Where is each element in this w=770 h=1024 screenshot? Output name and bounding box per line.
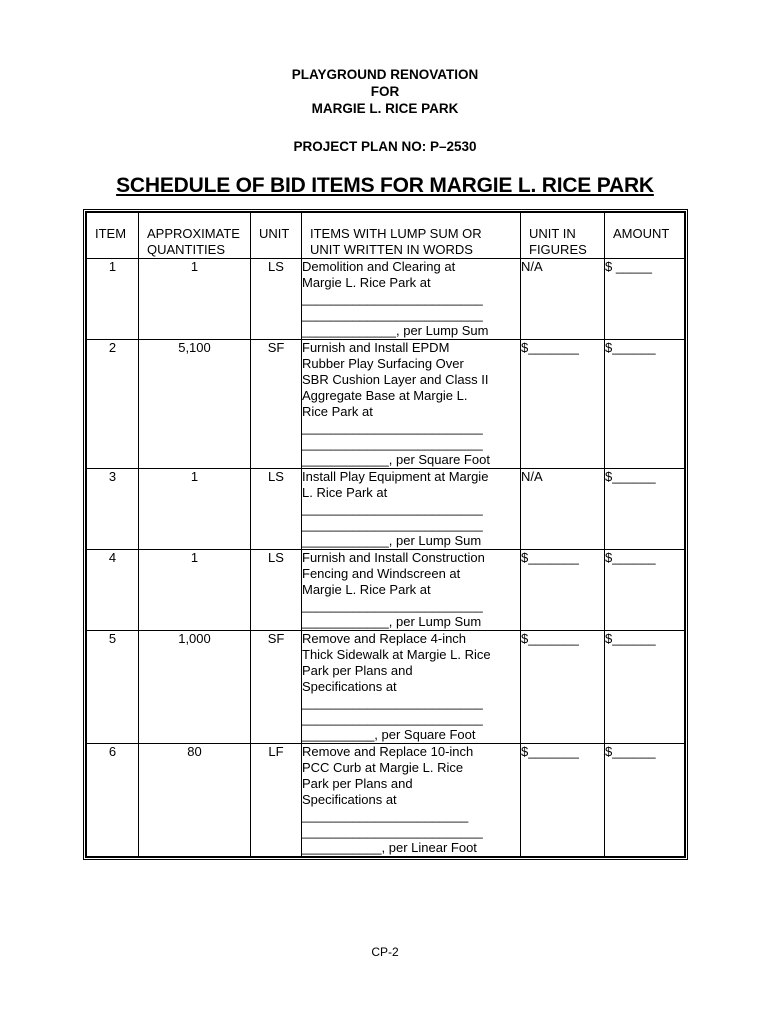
item-number: 4: [87, 550, 139, 631]
item-unit: SF: [251, 631, 302, 744]
item-unit: LS: [251, 259, 302, 340]
item-unit: LF: [251, 744, 302, 856]
item-description: Install Play Equipment at Margie L. Rice Park at _________________________ _________________________ ____________, per Lump Sum: [302, 469, 521, 550]
item-unit-price: $_______: [521, 340, 605, 469]
project-plan-number: PROJECT PLAN NO: P–2530: [293, 139, 477, 154]
item-unit-price: N/A: [521, 259, 605, 340]
item-description: Furnish and Install Construction Fencing and Windscreen at Margie L. Rice Park at _________________________ ____________, per Lump Sum: [302, 550, 521, 631]
item-description: Furnish and Install EPDM Rubber Play Surfacing Over SBR Cushion Layer and Class II Aggregate Base at Margie L. Rice Park at _________________________ _________________________ ____________, per Square Foot: [302, 340, 521, 469]
item-number: 1: [87, 259, 139, 340]
page-number: CP-2: [371, 945, 399, 959]
item-unit: LS: [251, 469, 302, 550]
header-line-2: FOR: [370, 84, 400, 99]
item-amount: $______: [605, 744, 656, 759]
header-quantities: APPROXIMATE QUANTITIES: [139, 213, 251, 259]
item-number: 3: [87, 469, 139, 550]
table-row: [87, 631, 684, 744]
table-row: [87, 469, 684, 550]
item-amount: $______: [605, 550, 684, 631]
header-line-1: PLAYGROUND RENOVATION: [291, 67, 479, 82]
bid-items-table: [85, 211, 686, 858]
item-unit-price: $_______: [521, 631, 605, 744]
item-unit-price: N/A: [521, 469, 605, 550]
item-amount: $______: [605, 469, 684, 550]
table-row: [87, 340, 684, 469]
item-quantity: 1: [139, 259, 251, 340]
item-unit-price: $_______: [521, 744, 605, 856]
table-header-row: [87, 213, 684, 259]
schedule-title: SCHEDULE OF BID ITEMS FOR MARGIE L. RICE PARK: [116, 174, 654, 197]
item-description: Demolition and Clearing at Margie L. Rice Park at _________________________ _________________________ _____________, per Lump Sum: [302, 259, 521, 340]
item-amount: $______: [605, 631, 684, 744]
header-item: ITEM: [87, 213, 139, 259]
item-unit-price: $_______: [521, 550, 605, 631]
item-description: Remove and Replace 4-inch Thick Sidewalk at Margie L. Rice Park per Plans and Specifications at _________________________ _________________________ __________, per Square Foot: [302, 631, 521, 744]
header-line-3: MARGIE L. RICE PARK: [311, 101, 459, 116]
item-number: 2: [87, 340, 139, 469]
item-amount: $ _____: [605, 259, 684, 340]
header-items-in-words: ITEMS WITH LUMP SUM OR UNIT WRITTEN IN WORDS: [302, 213, 521, 259]
item-number: 5: [87, 631, 139, 744]
header-amount: AMOUNT: [605, 213, 684, 259]
item-unit: LS: [251, 550, 302, 631]
item-quantity: 1,000: [139, 631, 251, 744]
header-unit: UNIT: [251, 213, 302, 259]
item-amount: $______: [605, 340, 684, 469]
header-unit-in-figures: UNIT IN FIGURES: [521, 213, 605, 259]
item-unit: SF: [251, 340, 302, 469]
item-quantity: 1: [139, 469, 251, 550]
table-row: [87, 744, 684, 856]
item-description: Remove and Replace 10-inch PCC Curb at Margie L. Rice Park per Plans and Specifications at _______________________ _________________________ ___________, per Linear Foot: [302, 744, 521, 856]
item-number: 6: [87, 744, 139, 856]
table-row: [87, 259, 684, 340]
document-header: [0, 66, 770, 117]
item-quantity: 80: [139, 744, 251, 856]
item-quantity: 5,100: [139, 340, 251, 469]
table-row: [87, 550, 684, 631]
item-quantity: 1: [139, 550, 251, 631]
